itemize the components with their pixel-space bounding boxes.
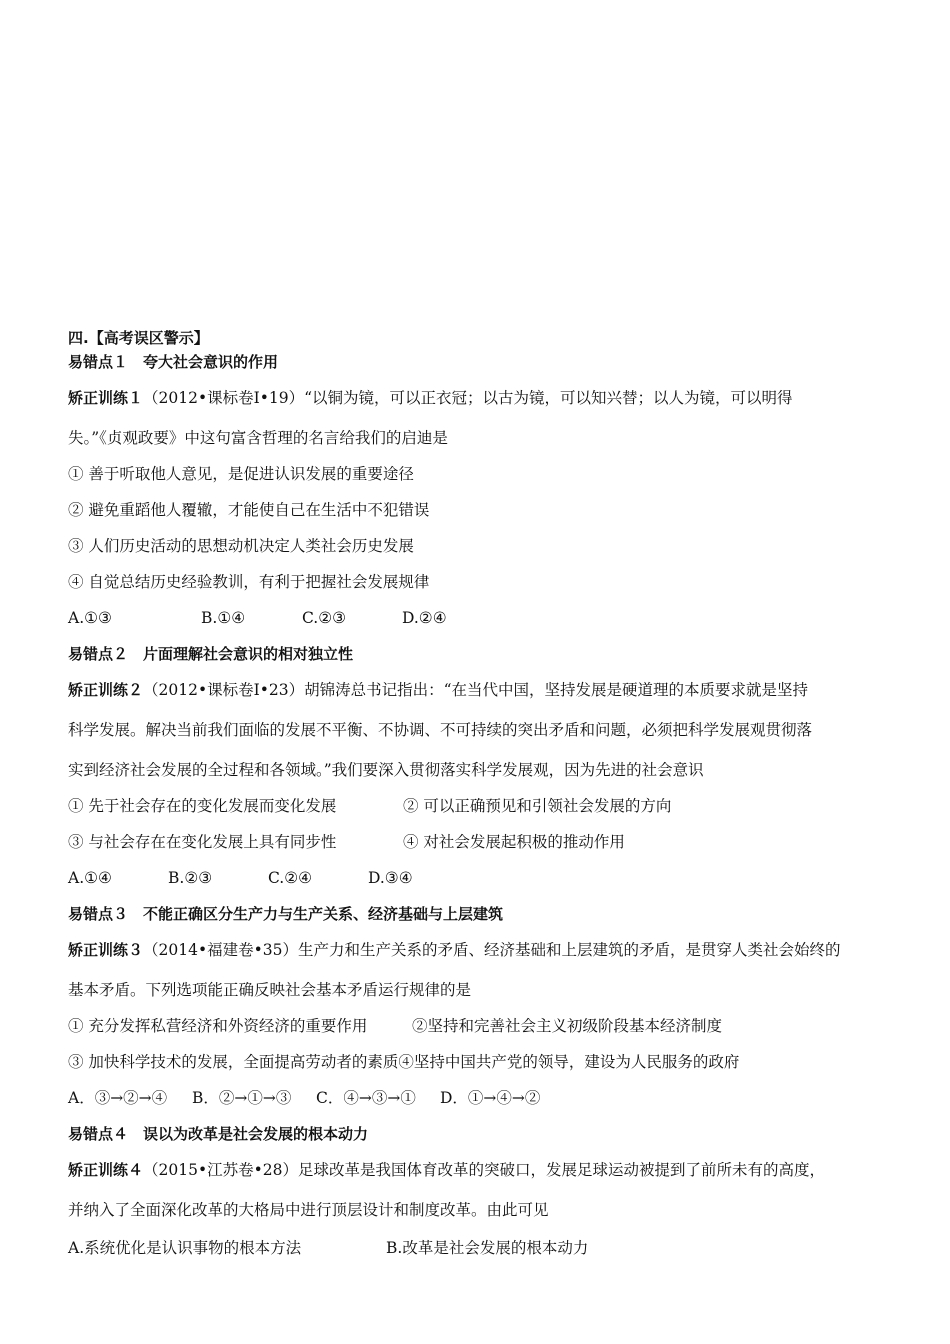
drill-1-options — [68, 608, 447, 628]
drill-2-text-1: （2012•课标卷Ⅰ•23）胡锦涛总书记指出：“在当代中国，坚持发展是硬道理的本质要求就是坚持 — [143, 681, 809, 699]
drill-2-option-a: A.①④ — [68, 869, 112, 887]
drill-3-options — [68, 1088, 540, 1108]
drill-1-line-2: 失。”《贞观政要》中这句富含哲理的名言给我们的启迪是 — [68, 429, 448, 447]
drill-1-option-c: C.②③ — [302, 609, 347, 627]
drill-4-lead: 矫正训练４ — [68, 1161, 144, 1179]
drill-2-options — [68, 868, 413, 888]
drill-1-option-b: B.①④ — [201, 609, 246, 627]
drill-2-statements-row-1 — [68, 796, 671, 816]
drill-3-lead: 矫正训练３ — [68, 941, 144, 959]
drill-2-line-1 — [68, 680, 808, 700]
error-point-2: 易错点２ 片面理解社会意识的相对独立性 — [68, 645, 354, 663]
drill-2-statement-1: ① 先于社会存在的变化发展而变化发展 — [68, 797, 337, 815]
drill-1-statement-4: ④ 自觉总结历史经验教训，有利于把握社会发展规律 — [68, 573, 430, 591]
drill-2-statements-row-2 — [68, 832, 625, 852]
drill-1-line-1 — [68, 388, 793, 408]
drill-1-lead: 矫正训练１ — [68, 389, 144, 407]
drill-2-line-3: 实到经济社会发展的全过程和各领域。”我们要深入贯彻落实科学发展观，因为先进的社会意识 — [68, 761, 704, 779]
drill-3-line-1 — [68, 940, 840, 960]
drill-3-statements-row-1 — [68, 1016, 722, 1036]
drill-2-statement-2: ② 可以正确预见和引领社会发展的方向 — [403, 797, 672, 815]
error-point-4: 易错点４ 误以为改革是社会发展的根本动力 — [68, 1125, 369, 1143]
drill-3-option-b: B．②→①→③ — [192, 1089, 292, 1107]
drill-3-line-2: 基本矛盾。下列选项能正确反映社会基本矛盾运行规律的是 — [68, 981, 472, 999]
drill-1-option-a: A.①③ — [68, 609, 112, 627]
drill-4-option-b: B.改革是社会发展的根本动力 — [386, 1239, 589, 1257]
drill-3-statement-3: ③ 加快科学技术的发展，全面提高劳动者的素质④坚持中国共产党的领导，建设为人民服务的政府 — [68, 1053, 740, 1071]
drill-2-option-d: D.③④ — [368, 869, 413, 887]
drill-4-line-1 — [68, 1160, 825, 1180]
drill-1-statement-1: ① 善于听取他人意见，是促进认识发展的重要途径 — [68, 465, 414, 483]
error-point-1: 易错点１ 夸大社会意识的作用 — [68, 353, 279, 371]
drill-3-option-a: A．③→②→④ — [68, 1089, 168, 1107]
drill-1-option-d: D.②④ — [402, 609, 447, 627]
drill-2-statement-3: ③ 与社会存在在变化发展上具有同步性 — [68, 833, 337, 851]
section-title: 四.【高考误区警示】 — [68, 329, 209, 347]
drill-4-option-a: A.系统优化是认识事物的根本方法 — [68, 1239, 302, 1257]
drill-1-text-1: （2012•课标卷Ⅰ•19）“以铜为镜，可以正衣冠；以古为镜，可以知兴替；以人为镜，可以明得 — [143, 389, 793, 407]
drill-2-line-2: 科学发展。解决当前我们面临的发展不平衡、不协调、不可持续的突出矛盾和问题，必须把科学发展观贯彻落 — [68, 721, 813, 739]
error-point-3: 易错点３ 不能正确区分生产力与生产关系、经济基础与上层建筑 — [68, 905, 504, 923]
drill-4-options — [68, 1238, 588, 1258]
drill-2-option-c: C.②④ — [268, 869, 313, 887]
drill-1-statement-3: ③ 人们历史活动的思想动机决定人类社会历史发展 — [68, 537, 414, 555]
drill-2-statement-4: ④ 对社会发展起积极的推动作用 — [403, 833, 625, 851]
drill-3-statement-2: ②坚持和完善社会主义初级阶段基本经济制度 — [412, 1017, 723, 1035]
drill-3-option-c: C．④→③→① — [316, 1089, 416, 1107]
drill-4-line-2: 并纳入了全面深化改革的大格局中进行顶层设计和制度改革。由此可见 — [68, 1201, 549, 1219]
drill-4-text-1: （2015•江苏卷•28）足球改革是我国体育改革的突破口，发展足球运动被提到了前所未有的高度， — [143, 1161, 825, 1179]
drill-2-lead: 矫正训练２ — [68, 681, 144, 699]
drill-1-statement-2: ② 避免重蹈他人覆辙，才能使自己在生活中不犯错误 — [68, 501, 430, 519]
drill-2-option-b: B.②③ — [168, 869, 213, 887]
drill-3-option-d: D．①→④→② — [440, 1089, 541, 1107]
drill-3-text-1: （2014•福建卷•35）生产力和生产关系的矛盾、经济基础和上层建筑的矛盾，是贯穿人类社会始终的 — [143, 941, 841, 959]
drill-3-statement-1: ① 充分发挥私营经济和外资经济的重要作用 — [68, 1017, 368, 1035]
